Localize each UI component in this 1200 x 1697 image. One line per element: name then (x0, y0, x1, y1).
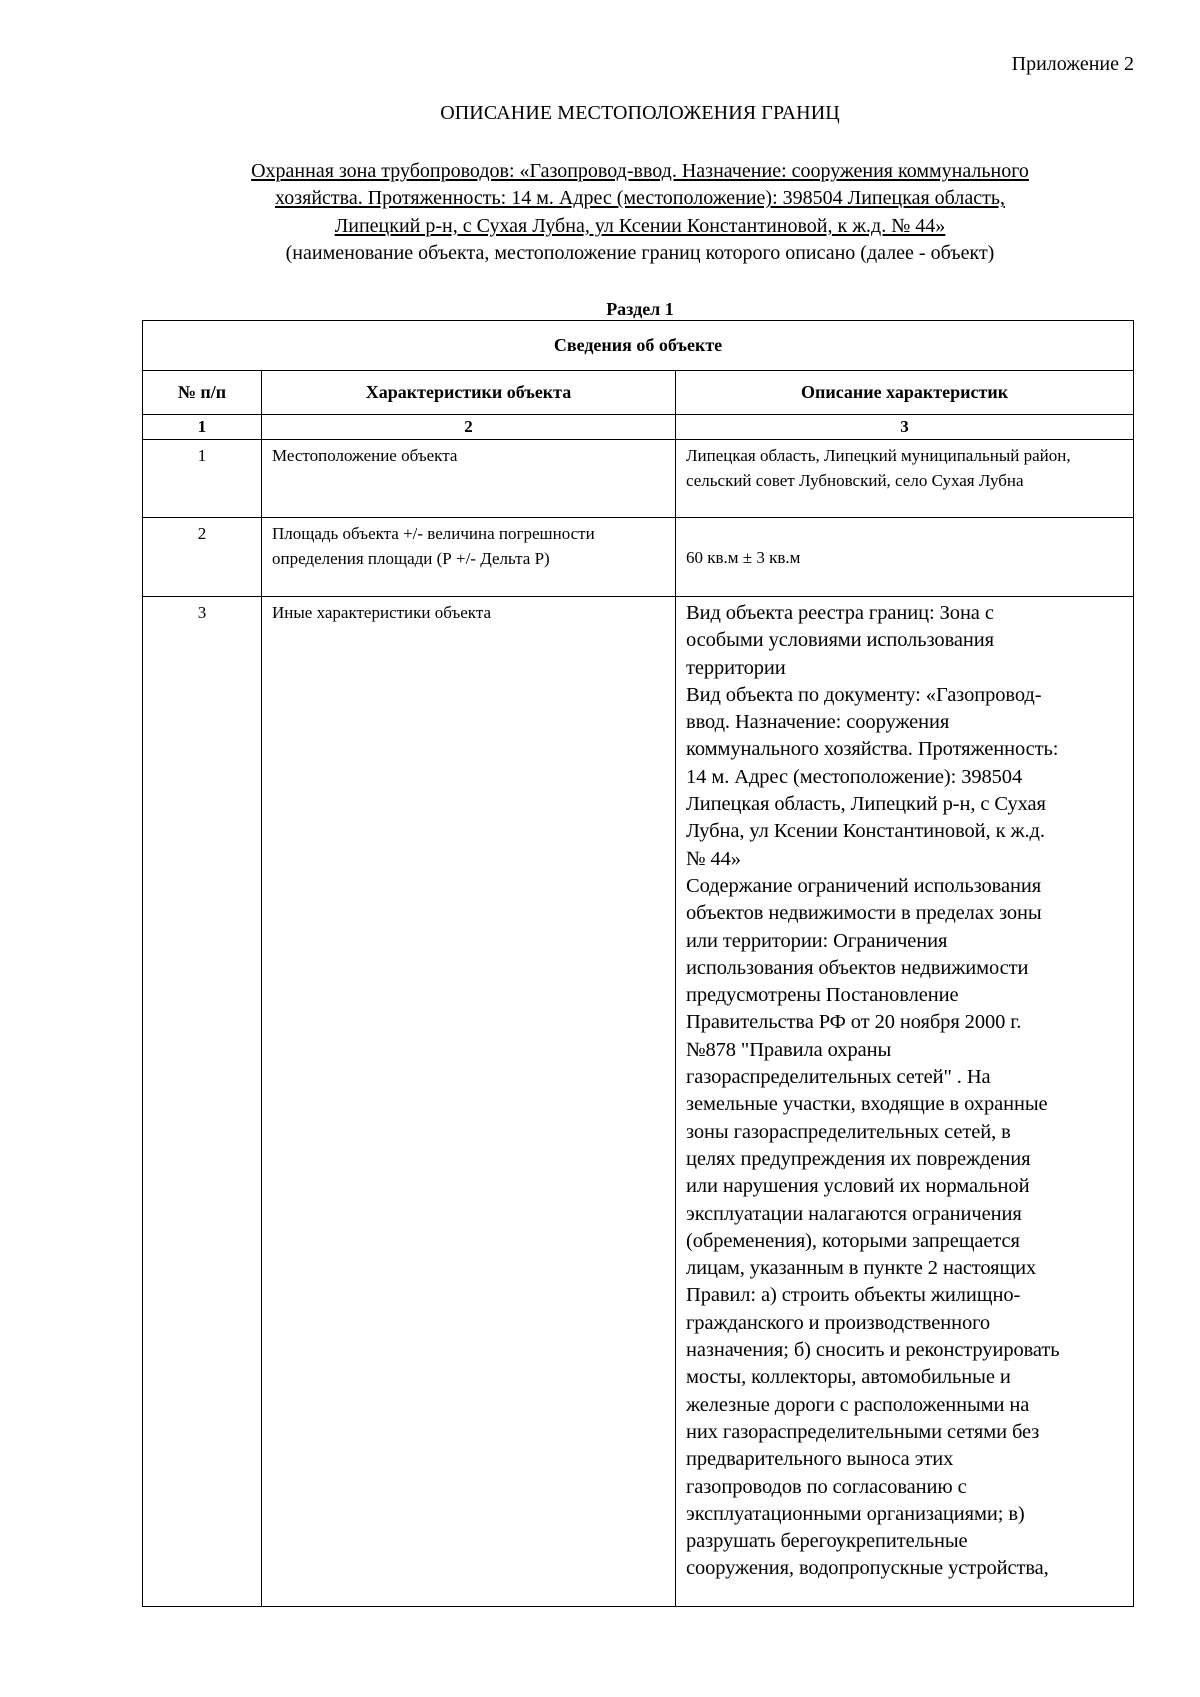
row-number: 1 (143, 440, 262, 518)
column-header-characteristic: Характеристики объекта (262, 371, 676, 415)
row-description: Вид объекта реестра границ: Зона с особыми условиями использования территории Вид объекта по документу: «Газопровод- ввод. Назначение: сооружения коммунального хозяйства. Протяженность: 14 м. Адрес (местоположение): 398504 Липецкая область, Липецкий р-н, с Сухая Лубна, ул Ксении Константиновой, к ж.д. № 44» Содержание ограничений использования объектов недвижимости в пределах зоны или территории: Ограничения использования объектов недвижимости предусмотрены Постановление Правительства РФ от 20 ноября 2000 г. №878 "Правила охраны газораспределительных сетей" . На земельные участки, входящие в охранные зоны газораспределительных сетей, в целях предупреждения их повреждения или нарушения условий их нормальной эксплуатации налагаются ограничения (обременения), которыми запрещается лицам, указанным в пункте 2 настоящих Правил: а) строить объекты жилищно- гражданского и производственного назначения; б) сносить и реконструировать мосты, коллекторы, автомобильные и железные дороги с расположенными на них газораспределительными сетями без предварительного выноса этих газопроводов по согласованию с эксплуатационными организациями; в) разрушать берегоукрепительные сооружения, водопропускные устройства, (676, 597, 1134, 1607)
row-description: 60 кв.м ± 3 кв.м (676, 518, 1134, 597)
object-info-table (142, 320, 1134, 1607)
column-header-number: № п/п (143, 371, 262, 415)
row-description: Липецкая область, Липецкий муниципальный район, сельский совет Лубновский, село Сухая Лубна (676, 440, 1134, 518)
object-name-line-2: хозяйства. Протяженность: 14 м. Адрес (местоположение): 398504 Липецкая область, (275, 187, 1005, 210)
column-number-row (143, 415, 1134, 440)
column-number-3: 3 (676, 415, 1134, 440)
row-characteristic: Местоположение объекта (262, 440, 676, 518)
row-characteristic: Иные характеристики объекта (262, 597, 676, 1607)
object-name-line-1: Охранная зона трубопроводов: «Газопровод-ввод. Назначение: сооружения коммунального (251, 160, 1029, 182)
object-name-line-3: Липецкий р-н, с Сухая Лубна, ул Ксении Константиновой, к ж.д. № 44» (334, 214, 946, 237)
column-header-description: Описание характеристик (676, 371, 1134, 415)
table-caption-row (143, 321, 1134, 371)
table-row (143, 518, 1134, 597)
row-number: 2 (143, 518, 262, 597)
table-row (143, 440, 1134, 518)
object-name (140, 158, 1140, 240)
appendix-label: Приложение 2 (1011, 53, 1134, 75)
object-caption: (наименование объекта, местоположение границ которого описано (далее - объект) (285, 241, 995, 264)
column-number-1: 1 (143, 415, 262, 440)
row-number: 3 (143, 597, 262, 1607)
section-title: Раздел 1 (606, 299, 674, 319)
column-number-2: 2 (262, 415, 676, 440)
document-title: ОПИСАНИЕ МЕСТОПОЛОЖЕНИЯ ГРАНИЦ (440, 102, 840, 124)
table-row (143, 597, 1134, 1607)
table-caption: Сведения об объекте (143, 321, 1134, 371)
table-header-row (143, 371, 1134, 415)
row-characteristic: Площадь объекта +/- величина погрешности определения площади (Р +/- Дельта Р) (262, 518, 676, 597)
object-description-block (140, 158, 1140, 267)
